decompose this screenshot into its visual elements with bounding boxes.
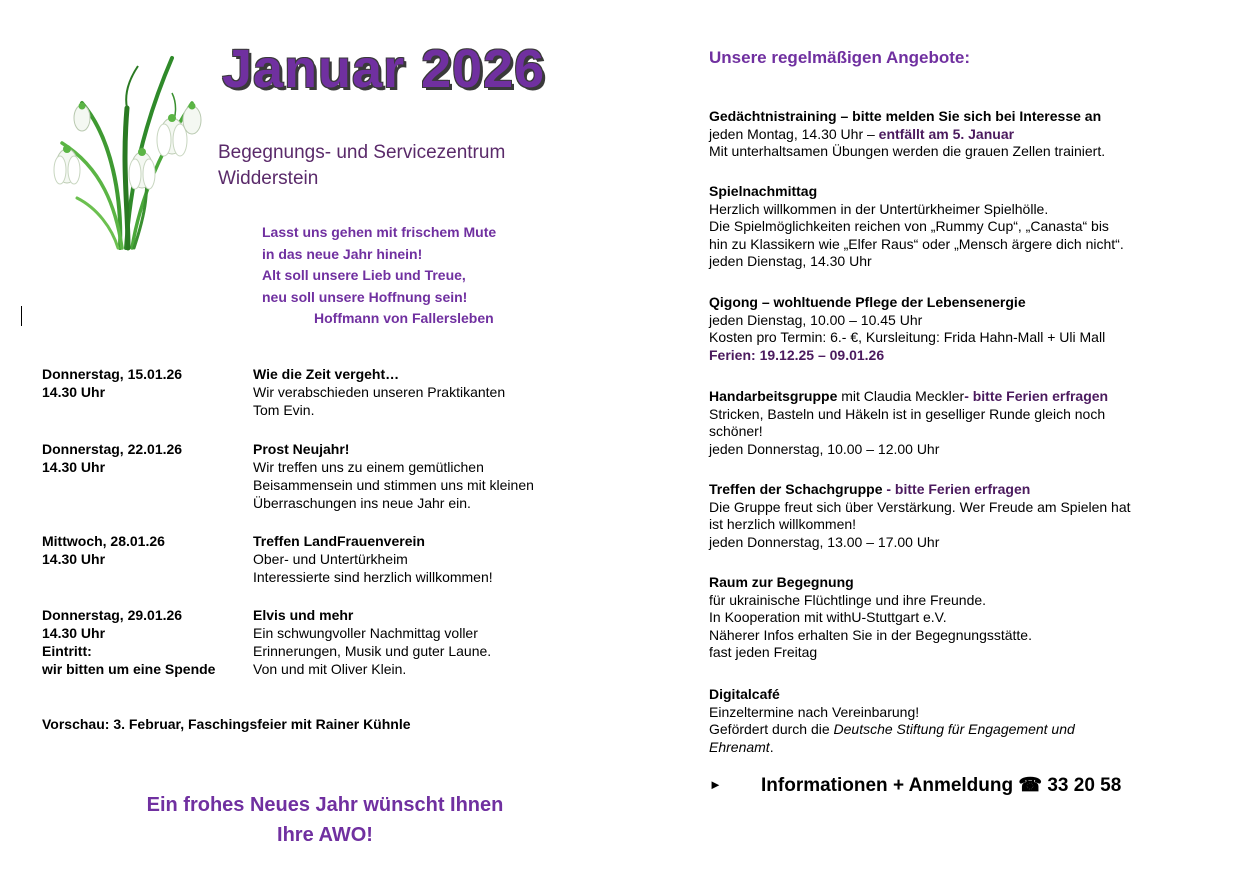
text-cursor [21, 306, 22, 326]
event-title: Elvis und mehr [253, 607, 354, 623]
event-title: Wie die Zeit vergeht… [253, 366, 400, 382]
event-title: Treffen LandFrauenverein [253, 533, 425, 549]
poem [262, 222, 496, 330]
event-details: Treffen LandFrauenverein Ober- und Untertürkheim Interessierte sind herzlich willkommen! [253, 533, 493, 585]
contact-info [709, 774, 1121, 797]
offer-qigong: Qigong – wohltuende Pflege der Lebensenergie jeden Dienstag, 10.00 – 10.45 Uhr Kosten pro Termin: 6.- €, Kursleitung: Frida Hahn-Mall + Uli Mall Ferien: 19.12.25 – 09.01.26 [709, 294, 1106, 363]
organization-name: Begegnungs- und Servicezentrum Widderstein [218, 142, 506, 189]
poem-line: Lasst uns gehen mit frischem Mute [262, 224, 497, 240]
phone-number: 33 20 58 [1047, 775, 1122, 796]
event-details: Wie die Zeit vergeht… Wir verabschieden unseren Praktikanten Tom Evin. [253, 366, 506, 418]
new-year-wish: Ein frohes Neues Jahr wünscht Ihnen Ihre AWO! [146, 794, 504, 846]
event-date: Donnerstag, 22.01.26 14.30 Uhr [42, 441, 183, 475]
offer-spielnachmittag: Spielnachmittag Herzlich willkommen in der Untertürkheimer Spielhölle. Die Spielmöglichkeiten reichen von „Rummy Cup“, „Canasta“ bis hin zu Klassikern wie „Elfer Raus“ oder „Mensch ärgere dich nicht“. jeden Dienstag, 14.30 Uhr [709, 183, 1124, 269]
offer-raum-zur-begegnung: Raum zur Begegnung für ukrainische Flüchtlinge und ihre Freunde. In Kooperation mit withU-Stuttgart e.V. Näherer Infos erhalten Sie in der Begegnungsstätte. fast jeden Freitag [709, 574, 1032, 660]
offer-gedaechtnistraining: Gedächtnistraining – bitte melden Sie sich bei Interesse an jeden Montag, 14.30 Uhr – entfällt am 5. Januar Mit unterhaltsamen Übungen werden die grauen Zellen trainiert. [709, 108, 1106, 159]
offer-schachgruppe: Treffen der Schachgruppe - bitte Ferien erfragen Die Gruppe freut sich über Verstärkung. Wer Freude am Spielen hat ist herzlich willkommen! jeden Donnerstag, 13.00 – 17.00 Uhr [709, 481, 1131, 550]
offer-digitalcafe: Digitalcafé Einzeltermine nach Vereinbarung! Gefördert durch die Deutsche Stiftung für Engagement und Ehrenamt. [709, 686, 1075, 755]
page-title: Januar 2026 [222, 39, 546, 99]
event-date: Donnerstag, 29.01.26 14.30 Uhr Eintritt: wir bitten um eine Spende [42, 607, 216, 677]
snowdrop-blossom [183, 103, 201, 135]
offer-handarbeitsgruppe: Handarbeitsgruppe mit Claudia Meckler- bitte Ferien erfragen Stricken, Basteln und Häkeln ist in geselliger Runde gleich noch schöner! jeden Donnerstag, 10.00 – 12.00 Uhr [709, 388, 1109, 457]
event-details: Elvis und mehr Ein schwungvoller Nachmittag voller Erinnerungen, Musik und guter Laune. Von und mit Oliver Klein. [253, 607, 492, 677]
offers-heading: Unsere regelmäßigen Angebote: [709, 48, 971, 67]
event-details: Prost Neujahr! Wir treffen uns zu einem gemütlichen Beisammensein und stimmen uns mit kleinen Überraschungen ins neue Jahr ein. [253, 441, 534, 511]
snowdrop-illustration [42, 48, 212, 253]
snowdrop-blossom [129, 148, 155, 189]
preview-note: Vorschau: 3. Februar, Faschingsfeier mit Rainer Kühnle [42, 716, 411, 732]
poem-line: Alt soll unsere Lieb und Treue, [262, 267, 466, 283]
info-label: Informationen + Anmeldung [761, 775, 1014, 796]
event-date: Donnerstag, 15.01.26 14.30 Uhr [42, 366, 183, 400]
event-title: Prost Neujahr! [253, 441, 350, 457]
event-date: Mittwoch, 28.01.26 14.30 Uhr [42, 533, 165, 567]
arrow-right-icon: ► [709, 777, 722, 792]
poem-author: Hoffmann von Fallersleben [314, 310, 494, 326]
poem-line: in das neue Jahr hinein! [262, 245, 423, 262]
phone-icon: ☎ [1018, 775, 1043, 796]
poem-line: neu soll unsere Hoffnung sein! [262, 288, 468, 305]
snowdrop-blossom [54, 145, 80, 184]
